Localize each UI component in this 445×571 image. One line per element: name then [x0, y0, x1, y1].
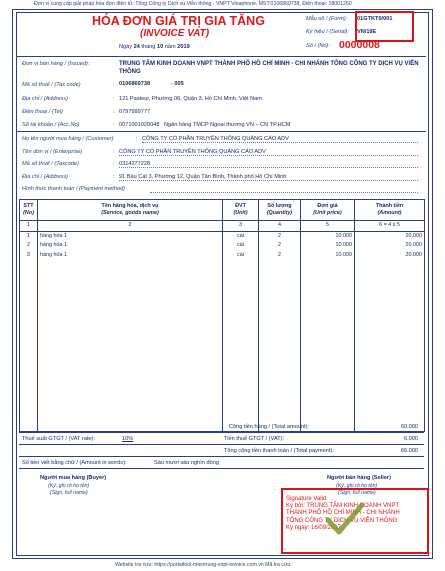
total-amount-label: Cộng tiền hàng / (Total amount):: [229, 424, 309, 430]
date-year-label: năm: [164, 44, 176, 50]
customer-name: CÔNG TY CỔ PHẦN TRUYỀN THÔNG QUẢNG CÁO ADV: [142, 136, 418, 143]
enterprise-name: CÔNG TY CỔ PHẦN TRUYỀN THÔNG QUẢNG CÁO ADV: [119, 149, 418, 156]
serial-label: Ký hiệu / (Serial):: [306, 29, 349, 35]
number-label: Số / (No):: [306, 43, 330, 49]
vat-rate: 10%: [122, 436, 134, 442]
buyer-tax-label: Mã số thuế / (Taxcode): [22, 161, 80, 167]
customer-label: Họ tên người mua hàng / (Customer): [22, 136, 114, 142]
total-payment-label: Tổng cộng tiền thanh toán / (Total payment):: [224, 448, 334, 454]
seller-acc-label: Số tài khoản / (Acc.No): [22, 122, 80, 128]
buyer-tax: 0314277228: [119, 161, 418, 168]
seller-acc: 0071001020048: [119, 122, 160, 128]
date-month: 10: [156, 44, 164, 50]
vat-amount: 6.000: [404, 436, 418, 442]
form-label: Mẫu số / (Form):: [306, 16, 348, 22]
buyer-address: 91 Bàu Cát 3, Phường 12, Quận Tân Bình, Thành phố Hồ Chí Minh: [119, 174, 418, 181]
col-header-qty: Số lượng (Quantity): [259, 200, 301, 221]
seller-tax-label: Mã số thuế / (Tax code): [22, 82, 81, 88]
signature-highlight: [281, 488, 429, 554]
payment-method: [150, 186, 418, 193]
seller-tel-label: Điện thoại / (Tel): [22, 109, 63, 115]
table-header-row: [20, 200, 425, 221]
seller-sign-title: Người bán hàng (Seller): [327, 475, 391, 481]
lookup-footer: Website tra cứu: https://portaltool-mientrung-vnpt-invoice.com.vn Mã tra cứu:: [115, 562, 292, 568]
seller-name-label: Đơn vị bán hàng / (Issued):: [22, 61, 90, 67]
table-row: 3 hàng hóa 1 cái 2 10.000 20.000: [20, 251, 425, 261]
vat-label: Tiền thuế GTGT / (VAT):: [224, 436, 285, 442]
seller-tax-suffix: - 005: [171, 81, 184, 87]
amount-words-label: Số tiền viết bằng chữ / (Amount in words):: [22, 460, 127, 466]
items-table: [19, 199, 425, 432]
col-header-amount: Thành tiền (Amount): [355, 200, 425, 221]
buyer-sign-sub1: (Ký, ghi rõ họ tên): [48, 483, 90, 489]
form-value: 01GTKT0/001: [357, 16, 393, 22]
signed-date: Ký ngày: 16/09/2017: [286, 524, 342, 531]
seller-sign-sub2: (Sign, full name): [338, 490, 376, 496]
seller-name: TRUNG TÂM KINH DOANH VNPT THÀNH PHỐ HỒ CHÍ MINH - CHI NHÁNH TỔNG CÔNG TY DỊCH VỤ VIỄN THÔNG: [119, 61, 419, 75]
invoice-date: [119, 44, 190, 50]
total-payment: 66.000: [400, 448, 418, 454]
payment-method-label: Hình thức thanh toán / (Payment method): [22, 186, 126, 192]
seller-divider: [17, 131, 426, 132]
seller-address: 121 Pasteur, Phường 06, Quận 3, Hồ Chí Minh, Việt Nam: [119, 96, 262, 102]
header-divider: [17, 56, 426, 57]
col-header-name: Tên hàng hóa, dịch vụ (Service, goods name): [38, 200, 223, 221]
buyer-address-label: Địa chỉ / (Address): [22, 174, 69, 180]
serial-value: VN/19E: [357, 29, 377, 35]
seller-sign-sub1: (Ký, ghi rõ họ tên): [336, 483, 378, 489]
col-header-price: Đơn giá (Unit price): [301, 200, 355, 221]
form-serial-highlight: [355, 11, 414, 42]
date-year: 2019: [177, 44, 190, 50]
signature-valid-title: Signature Valid: [286, 496, 327, 502]
amount-words: Sáu mươi sáu nghìn đồng: [154, 460, 219, 466]
date-day-label: Ngày: [119, 44, 133, 50]
vat-rate-label: Thuế suất GTGT / (VAT rate):: [22, 436, 95, 442]
invoice-number: 0000008: [339, 39, 380, 51]
buyer-sign-title: Người mua hàng (Buyer): [40, 475, 107, 481]
seller-tax: 0106869738: [119, 81, 151, 87]
invoice-title: HÓA ĐƠN GIÁ TRỊ GIA TĂNG: [92, 14, 265, 28]
table-index-row: 1 2 3 4 5 6 = 4 x 5: [20, 221, 425, 232]
total-amount: 60.000: [400, 424, 418, 430]
seller-bank: Ngân hàng TMCP Ngoại thương VN – CN TP.HCM: [164, 122, 291, 128]
table-row: 2 hàng hóa 1 cái 2 10.000 20.000: [20, 241, 425, 251]
enterprise-label: Tên đơn vị / (Enterprise): [22, 149, 83, 155]
signed-by: Ký bởi: TRUNG TÂM KINH DOANH VNPT THÀNH PHỐ HỒ CHÍ MINH - CHI NHÁNH TỔNG CÔNG TY DỊCH VỤ VIỄN THÔNG: [286, 503, 400, 524]
col-header-unit: ĐVT (Unit): [223, 200, 259, 221]
provider-notice: Đơn vị cung cấp giải pháp hóa đơn điện tử: Tổng Công ty Dịch vụ Viễn thông - VNPT Vinaphone, MST:0106869738, Điện thoại: 18001260: [34, 1, 352, 7]
buyer-sign-sub2: (Sign, full name): [50, 490, 88, 496]
date-day: 24: [133, 44, 140, 50]
invoice-subtitle: (INVOICE VAT): [140, 28, 210, 39]
col-header-no: STT (No): [20, 200, 38, 221]
seller-address-label: Địa chỉ / (Address): [22, 96, 69, 102]
table-row: 1 hàng hóa 1 cái 2 10.000 20.000: [20, 231, 425, 241]
date-month-label: tháng: [141, 44, 156, 50]
seller-tel: 0797999777: [119, 109, 151, 115]
